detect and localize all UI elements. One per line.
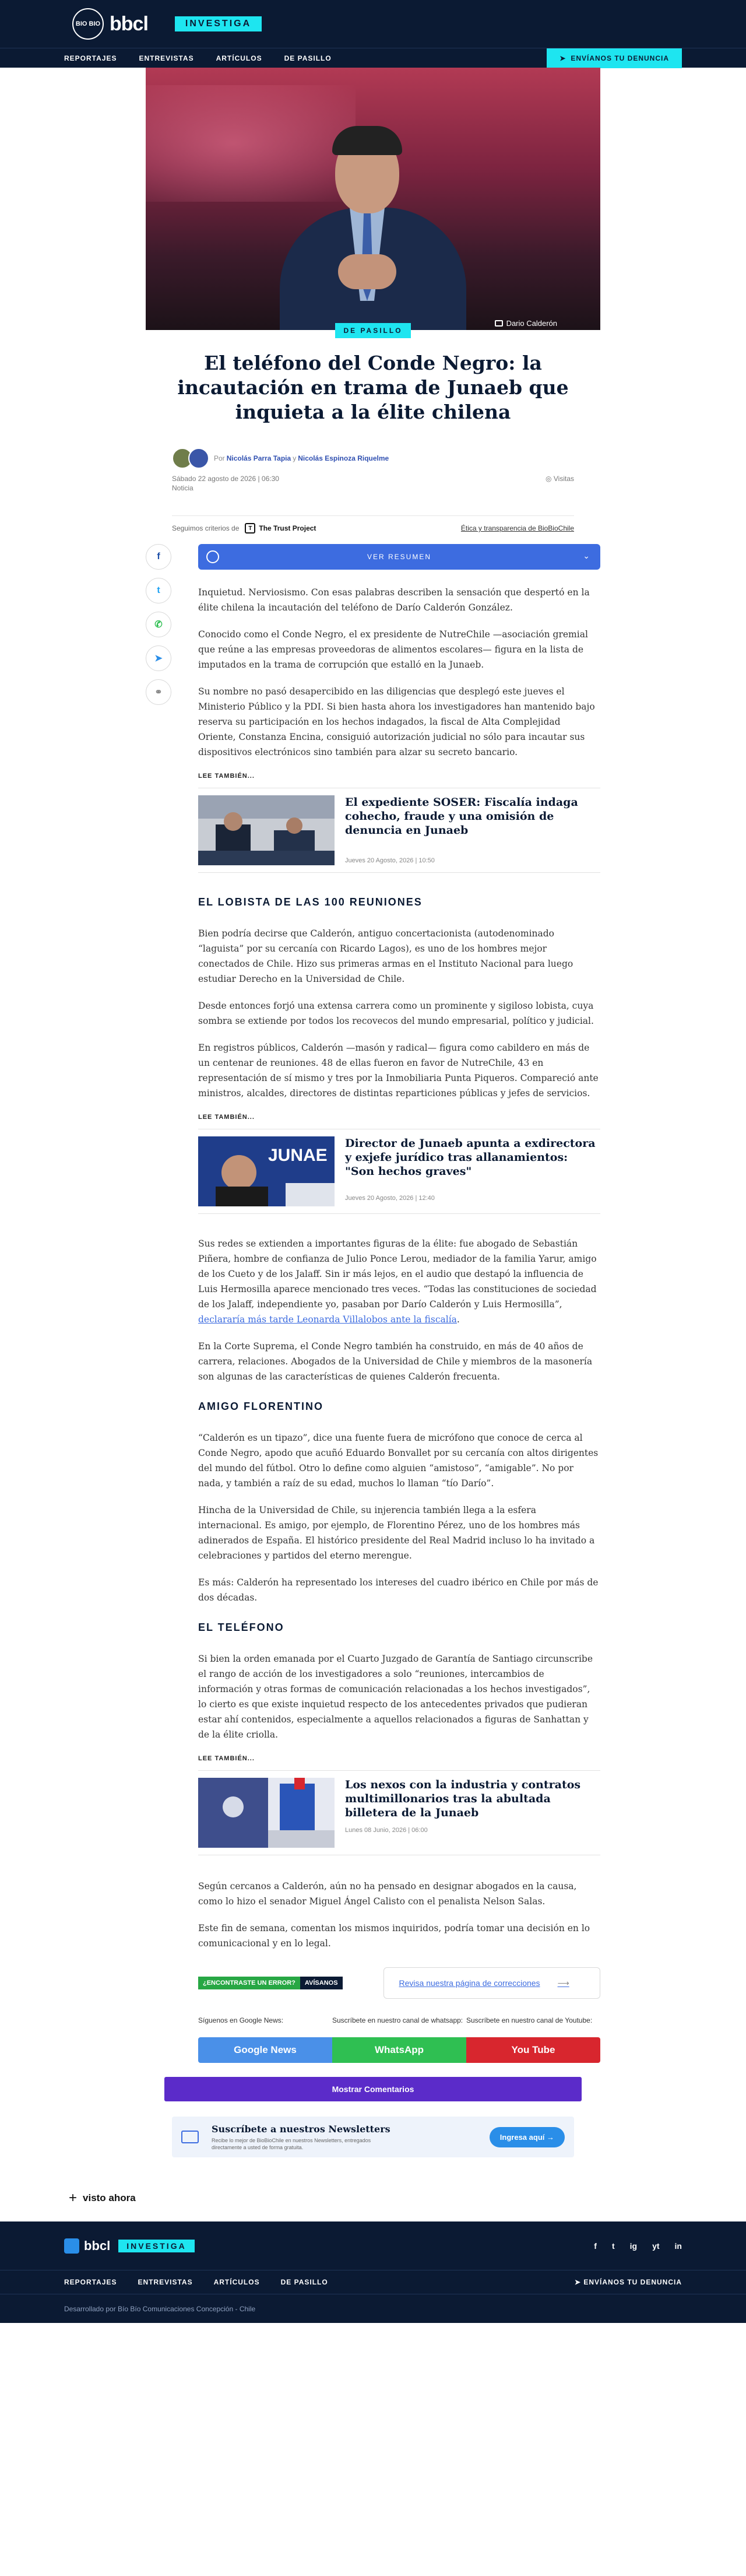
- camera-icon: [495, 320, 503, 327]
- footer-nav-entrevistas[interactable]: ENTREVISTAS: [138, 2278, 193, 2286]
- main-nav: [0, 48, 746, 68]
- paragraph: Desde entonces forjó una extensa carrera como un prominente y sigiloso lobista, cuya sombra se extiende por todos los recovecos del mundo empresarial, político y judicial.: [198, 1001, 594, 1026]
- newsletter-box: [172, 2117, 574, 2157]
- related-title[interactable]: Director de Junaeb apunta a exdirectora y exjefe jurídico tras allanamientos: "Son hechos graves": [345, 1137, 596, 1178]
- corrections-link[interactable]: [383, 1967, 600, 1999]
- footer-social: [594, 2241, 682, 2251]
- footer-denuncia-link[interactable]: [575, 2278, 682, 2286]
- footer-brand[interactable]: bbcl: [84, 2238, 111, 2253]
- arrow-right-icon: ⟶: [557, 1978, 569, 1988]
- paragraph: “Calderón es un tipazo”, dice una fuente fuera de micrófono que conoce de cerca al Conde Negro, apodo que acuñó Eduardo Bonvallet por su cercanía con altos dirigentes del mundo del fútbol. Otro lo define como alguien “amistoso”, “amigable”. No por nada, y también a raíz de su edad, muchos lo llaman “tío Darío”.: [198, 1433, 599, 1489]
- chevron-down-icon: ⌄: [583, 551, 591, 560]
- section-heading: EL LOBISTA DE LAS 100 REUNIONES: [198, 896, 423, 908]
- arrow-right-icon: →: [547, 2132, 554, 2142]
- related-date: Jueves 20 Agosto, 2026 | 10:50: [345, 857, 435, 864]
- footer-investiga[interactable]: INVESTIGA: [118, 2240, 194, 2252]
- related-image-2: [198, 1136, 335, 1206]
- follow-google-label: Síguenos en Google News:: [198, 2016, 284, 2024]
- related-article[interactable]: [198, 788, 600, 873]
- twitter-icon[interactable]: t: [146, 578, 171, 603]
- follow-whatsapp-label: Suscríbete en nuestro canal de whatsapp:: [332, 2016, 463, 2024]
- footer-nav-de-pasillo[interactable]: DE PASILLO: [280, 2278, 328, 2286]
- author-link-1[interactable]: Nicolás Parra Tapia: [226, 454, 291, 462]
- copy-link-icon[interactable]: ⚭: [146, 679, 171, 705]
- read-also-label: LEE TAMBIÉN...: [198, 1114, 255, 1121]
- send-icon: ➤: [560, 54, 566, 62]
- follow-youtube: [466, 2016, 600, 2063]
- newsletter-button-label: Ingresa aquí: [499, 2132, 545, 2142]
- footer-top: [0, 2221, 746, 2270]
- show-comments-button[interactable]: Mostrar Comentarios: [164, 2077, 582, 2101]
- hero-figure-hand: [338, 254, 396, 289]
- section-heading: AMIGO FLORENTINO: [198, 1401, 323, 1412]
- trust-project[interactable]: [245, 523, 316, 534]
- footer-nav-articulos[interactable]: ARTÍCULOS: [213, 2278, 260, 2286]
- newsletter-subtitle: Recibe lo mejor de BioBioChile en nuestros Newsletters, entregados directamente a usted de forma gratuita.: [212, 2137, 371, 2150]
- publish-date: Sábado 22 agosto de 2026 | 06:30: [172, 475, 279, 483]
- envelope-icon: [181, 2131, 199, 2143]
- share-bar: [146, 544, 173, 705]
- read-also-label: LEE TAMBIÉN...: [198, 1755, 255, 1762]
- twitter-icon[interactable]: t: [611, 2241, 615, 2251]
- whatsapp-icon[interactable]: ✆: [146, 612, 171, 637]
- report-error-green: ¿ENCONTRASTE UN ERROR?: [198, 1977, 300, 1989]
- nav-de-pasillo[interactable]: DE PASILLO: [284, 54, 332, 62]
- related-date: Lunes 08 Junio, 2026 | 06:00: [345, 1827, 428, 1834]
- visto-ahora[interactable]: [0, 2190, 746, 2206]
- paragraph: [198, 1236, 600, 1327]
- copyright: Desarrollado por Bío Bío Comunicaciones Concepción - Chile: [0, 2294, 746, 2323]
- corrections-text: Revisa nuestra página de correcciones: [399, 1978, 540, 1988]
- newsletter-button[interactable]: [490, 2127, 565, 2147]
- article-body: [146, 544, 600, 2063]
- related-article[interactable]: [198, 1129, 600, 1214]
- site-header: [0, 0, 746, 48]
- report-error-button[interactable]: [198, 1977, 343, 1989]
- report-error-dark: AVÍSANOS: [300, 1977, 343, 1989]
- ethics-link[interactable]: Ética y transparencia de BioBioChile: [460, 524, 574, 532]
- bbcl-logo[interactable]: bbcl: [110, 12, 148, 35]
- whatsapp-button[interactable]: WhatsApp: [332, 2037, 466, 2063]
- related-article[interactable]: [198, 1770, 600, 1855]
- follow-youtube-label: Suscríbete en nuestro canal de Youtube:: [466, 2016, 593, 2024]
- paragraph: Según cercanos a Calderón, aún no ha pensado en designar abogados en la causa, como lo hizo el senador Miguel Ángel Calisto con el penalista Nelson Salas.: [198, 1881, 577, 1907]
- instagram-icon[interactable]: ig: [629, 2241, 638, 2251]
- section-heading: EL TELÉFONO: [198, 1622, 284, 1633]
- linkedin-icon[interactable]: in: [674, 2241, 682, 2251]
- hero-light: [146, 85, 356, 202]
- facebook-icon[interactable]: f: [594, 2241, 597, 2251]
- biobio-logo[interactable]: BIO BIO: [72, 8, 104, 40]
- nav-entrevistas[interactable]: ENTREVISTAS: [139, 54, 194, 62]
- article-title: El teléfono del Conde Negro: la incautación en trama de Junaeb que inquieta a la élite chilena: [177, 352, 569, 423]
- paragraph: Conocido como el Conde Negro, el ex presidente de NutreChile —asociación gremial que reúne a las empresas proveedoras de alimentos escolares— figura en la lista de imputados en la trama de corrupción que estalló en la Junaeb.: [198, 629, 588, 670]
- error-report-row: [198, 1967, 600, 1999]
- denuncia-button[interactable]: [547, 48, 682, 68]
- follow-google: [198, 2016, 332, 2063]
- paragraph: Hincha de la Universidad de Chile, su injerencia también llega a la esfera internacional. Es amigo, por ejemplo, de Florentino Pérez, uno de los hombres más adinerados de España. El histórico presidente del Real Madrid incluso lo ha invitado a celebraciones y partidos del eterno merengue.: [198, 1505, 595, 1561]
- paragraph: Bien podría decirse que Calderón, antiguo concertacionista (autodenominado “laguista” por su cercanía con Ricardo Lagos), es uno de los hombres mejor conectados de Chile. Hizo sus primeras armas en el Instituto Nacional para luego estudiar Derecho en la Universidad de Chile.: [198, 928, 573, 984]
- paragraph: Si bien la orden emanada por el Cuarto Juzgado de Garantía de Santiago circunscribe el rango de acción de los investigadores a solo “reuniones, intercambios de información y otras formas de comunicación relacionadas a los hechos investigados”, lo cierto es que existe inquietud respecto de los antecedentes privados que pudieran estar ahí contenidos, especialmente a aquellos relacionados a figuras de Sanhattan y de la élite criolla.: [198, 1654, 593, 1740]
- footer-logo-icon[interactable]: [64, 2238, 79, 2254]
- authors-row: [172, 448, 574, 469]
- paragraph: En registros públicos, Calderón —masón y radical— figura como cabildero en más de un centenar de reuniones. 48 de ellas fueron en favor de NutreChile, 43 en representación de sí mismo y tres por la Inmobiliaria Punta Piqueros. Compareció ante ministros, alcaldes, directores de distintas reparticiones públicas y jefes de servicios.: [198, 1043, 599, 1099]
- related-image-3: [198, 1778, 335, 1848]
- summary-button[interactable]: [198, 544, 600, 570]
- hero-figure-hair: [332, 126, 402, 155]
- visto-ahora-label: visto ahora: [83, 2192, 136, 2203]
- plus-icon: +: [69, 2190, 78, 2206]
- related-image-2-text: JUNAE: [268, 1146, 328, 1165]
- send-icon: ➤: [574, 2278, 584, 2286]
- hero-image: [146, 68, 600, 330]
- criteria-row: [172, 515, 574, 534]
- investiga-badge[interactable]: INVESTIGA: [175, 16, 262, 31]
- follow-whatsapp: [332, 2016, 466, 2063]
- related-date: Jueves 20 Agosto, 2026 | 12:40: [345, 1195, 435, 1202]
- related-image-1: [198, 795, 335, 865]
- trust-project-label: The Trust Project: [259, 524, 316, 532]
- section-badge[interactable]: DE PASILLO: [335, 323, 410, 338]
- summary-label: VER RESUMEN: [367, 553, 431, 561]
- visits-label: [546, 475, 574, 483]
- article-content: [198, 544, 600, 2063]
- site-footer: [0, 2221, 746, 2323]
- nav-reportajes[interactable]: REPORTAJES: [64, 54, 117, 62]
- read-also-label: LEE TAMBIÉN...: [198, 773, 255, 780]
- nav-articulos[interactable]: ARTÍCULOS: [216, 54, 262, 62]
- trust-project-icon: T: [245, 523, 255, 534]
- paragraph-text: Sus redes se extienden a importantes figuras de la élite: fue abogado de Sebastián Piñera, hombre de confianza de Julio Ponce Lerou, mediador de la familia Yarur, amigo de los Cueto y de los Jalaff. Sin ir más lejos, en el audio que destapó la influencia de Luis Hermosilla aparece mencionado tres veces. “Todas las constituciones de sociedad de los Jalaff, independiente yo, pasaban por Darío Calderón y Luis Hermosilla”,: [198, 1238, 597, 1310]
- paragraph: En la Corte Suprema, el Conde Negro también ha construido, en más de 40 años de carrera, relaciones. Abogados de la Universidad de Chile y miembros de la masonería son algunas de las características de quienes Calderón frecuenta.: [198, 1341, 593, 1382]
- footer-nav-reportajes[interactable]: REPORTAJES: [64, 2278, 117, 2286]
- telegram-icon[interactable]: ➤: [146, 645, 171, 671]
- paragraph: Inquietud. Nerviosismo. Con esas palabras describen la sensación que despertó en la élite chilena la incautación del teléfono de Darío Calderón González.: [198, 587, 590, 613]
- summary-icon: [206, 550, 219, 563]
- related-title[interactable]: Los nexos con la industria y contratos multimillonarios tras la abultada billetera de la Junaeb: [345, 1778, 581, 1819]
- paragraph: Su nombre no pasó desapercibido en las diligencias que desplegó este jueves el Ministerio Público y la PDI. Si bien hasta ahora los investigadores han mantenido bajo reserva su participación en los hechos indagados, la fiscal de Alta Complejidad Oriente, Constanza Encina, consiguió autorización judicial no sólo para incautar sus dispositivos electrónicos sino también para alzar su secreto bancario.: [198, 686, 595, 757]
- newsletter-title: Suscríbete a nuestros Newsletters: [212, 2123, 390, 2135]
- visits-text: Visitas: [553, 475, 574, 483]
- article-category: Noticia: [172, 484, 193, 492]
- denuncia-label: ENVÍANOS TU DENUNCIA: [571, 54, 669, 62]
- newsletter-text: [212, 2124, 390, 2151]
- related-title[interactable]: El expediente SOSER: Fiscalía indaga cohecho, fraude y una omisión de denuncia en Junaeb: [345, 796, 578, 837]
- footer-denuncia-label: ENVÍANOS TU DENUNCIA: [583, 2278, 682, 2286]
- author-avatar-2[interactable]: [188, 448, 209, 469]
- criteria-label: Seguimos criterios de: [172, 524, 240, 532]
- meta-row: [172, 475, 574, 483]
- youtube-icon[interactable]: yt: [652, 2241, 660, 2251]
- youtube-button[interactable]: You Tube: [466, 2037, 600, 2063]
- footer-nav: [0, 2270, 746, 2294]
- paragraph: Este fin de semana, comentan los mismos inquiridos, podría tomar una decisión en lo comunicacional y en lo legal.: [198, 1923, 590, 1949]
- by-label: Por: [214, 454, 225, 462]
- facebook-icon[interactable]: f: [146, 544, 171, 570]
- declaration-link[interactable]: declararía más tarde Leonarda Villalobos ante la fiscalía: [198, 1314, 457, 1325]
- paragraph: Es más: Calderón ha representado los intereses del cuadro ibérico en Chile por más de dos décadas.: [198, 1577, 599, 1603]
- photo-credit-text: Dario Calderón: [506, 319, 557, 328]
- google-news-button[interactable]: Google News: [198, 2037, 332, 2063]
- eye-icon: ◎: [546, 475, 554, 483]
- paragraph-end: .: [456, 1314, 460, 1325]
- author-link-2[interactable]: Nicolás Espinoza Riquelme: [298, 454, 389, 462]
- photo-credit: [495, 319, 557, 328]
- follow-row: [198, 2016, 600, 2063]
- and-label: y: [293, 454, 297, 462]
